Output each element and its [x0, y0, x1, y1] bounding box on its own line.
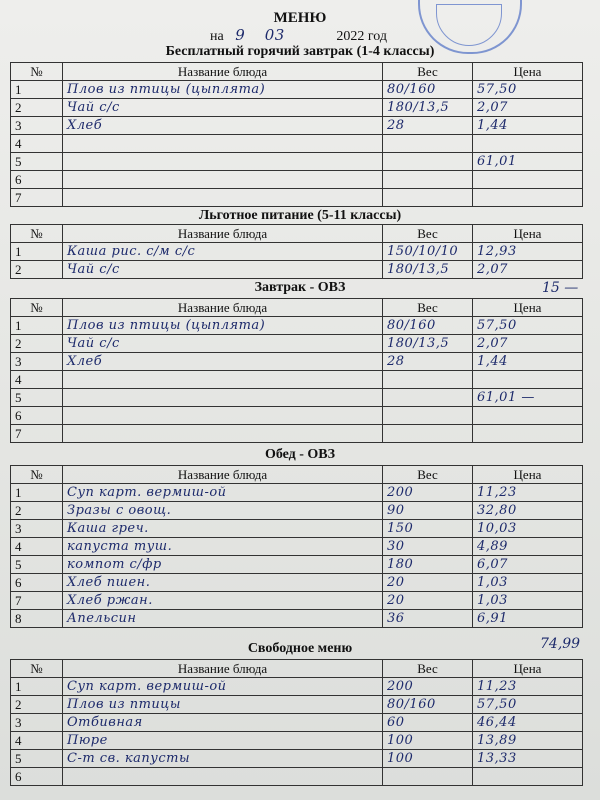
row-number: 2 — [11, 502, 63, 520]
row-number: 6 — [11, 768, 63, 786]
table-breakfast-ovz — [10, 298, 583, 443]
table-lunch-ovz — [10, 465, 583, 628]
dish-name — [63, 153, 383, 171]
dish-name: С-т св. капусты — [63, 750, 383, 768]
dish-weight: 200 — [383, 678, 473, 696]
dish-name: Суп карт. вермиш-ой — [63, 678, 383, 696]
col-price: Цена — [473, 466, 583, 484]
dish-name: Плов из птицы (цыплята) — [63, 81, 383, 99]
row-number: 3 — [11, 520, 63, 538]
section-rows — [11, 81, 583, 207]
dish-name: Хлеб пшен. — [63, 574, 383, 592]
table-row — [11, 317, 583, 335]
dish-price: 2,07 — [473, 99, 583, 117]
row-number: 7 — [11, 425, 63, 443]
dish-weight — [383, 153, 473, 171]
dish-weight: 20 — [383, 592, 473, 610]
table-row — [11, 592, 583, 610]
dish-name — [63, 425, 383, 443]
row-number: 8 — [11, 610, 63, 628]
col-price: Цена — [473, 299, 583, 317]
table-row — [11, 243, 583, 261]
dish-weight — [383, 768, 473, 786]
dish-weight — [383, 389, 473, 407]
row-number: 1 — [11, 484, 63, 502]
dish-name — [63, 407, 383, 425]
dish-price: 57,50 — [473, 317, 583, 335]
col-name: Название блюда — [63, 466, 383, 484]
date-day: 9 — [235, 26, 246, 44]
dish-price: 2,07 — [473, 335, 583, 353]
table-row — [11, 171, 583, 189]
section-rows — [11, 317, 583, 443]
dish-price: 1,44 — [473, 353, 583, 371]
section-title-breakfast-ovz: Завтрак - ОВЗ — [254, 280, 346, 295]
dish-weight — [383, 171, 473, 189]
row-number: 1 — [11, 81, 63, 99]
table-row — [11, 520, 583, 538]
dish-name: компот с/фр — [63, 556, 383, 574]
dish-weight — [383, 407, 473, 425]
dish-weight: 180/13,5 — [383, 261, 473, 279]
col-name: Название блюда — [63, 225, 383, 243]
col-name: Название блюда — [63, 299, 383, 317]
dish-price: 13,89 — [473, 732, 583, 750]
date-year: 2022 год — [336, 29, 387, 44]
col-weight: Вес — [383, 299, 473, 317]
table-row — [11, 353, 583, 371]
dish-price — [473, 135, 583, 153]
handwritten-note-15: 15 — — [542, 280, 579, 296]
dish-name: Каша рис. с/м с/с — [63, 243, 383, 261]
table-row — [11, 153, 583, 171]
dish-name — [63, 371, 383, 389]
col-weight: Вес — [383, 225, 473, 243]
dish-name: Пюре — [63, 732, 383, 750]
table-row — [11, 556, 583, 574]
table-row — [11, 502, 583, 520]
section-rows — [11, 484, 583, 628]
dish-weight: 150 — [383, 520, 473, 538]
dish-price: 57,50 — [473, 696, 583, 714]
row-number: 1 — [11, 317, 63, 335]
row-number: 3 — [11, 714, 63, 732]
dish-name — [63, 171, 383, 189]
table-row — [11, 389, 583, 407]
row-number: 1 — [11, 243, 63, 261]
table-free-menu — [10, 659, 583, 786]
dish-weight: 60 — [383, 714, 473, 732]
row-number: 4 — [11, 538, 63, 556]
table-row — [11, 678, 583, 696]
row-number: 5 — [11, 389, 63, 407]
dish-weight: 28 — [383, 353, 473, 371]
dish-price — [473, 371, 583, 389]
dish-weight: 100 — [383, 750, 473, 768]
table-row — [11, 81, 583, 99]
section-title-subsidized: Льготное питание (5-11 классы) — [198, 208, 402, 223]
dish-name — [63, 768, 383, 786]
table-row — [11, 732, 583, 750]
dish-weight: 200 — [383, 484, 473, 502]
dish-price: 12,93 — [473, 243, 583, 261]
dish-price: 61,01 — — [473, 389, 583, 407]
col-num: № — [11, 299, 63, 317]
dish-price: 11,23 — [473, 484, 583, 502]
dish-weight: 36 — [383, 610, 473, 628]
dish-weight: 180/13,5 — [383, 99, 473, 117]
dish-price: 10,03 — [473, 520, 583, 538]
dish-weight: 80/160 — [383, 81, 473, 99]
dish-weight: 100 — [383, 732, 473, 750]
col-name: Название блюда — [63, 63, 383, 81]
dish-price — [473, 425, 583, 443]
table-header-row — [11, 660, 583, 678]
col-name: Название блюда — [63, 660, 383, 678]
dish-price: 32,80 — [473, 502, 583, 520]
table-row — [11, 425, 583, 443]
dish-weight — [383, 135, 473, 153]
dish-price: 57,50 — [473, 81, 583, 99]
table-row — [11, 407, 583, 425]
row-number: 3 — [11, 117, 63, 135]
date-on-label: на — [210, 29, 224, 44]
dish-name: Каша греч. — [63, 520, 383, 538]
dish-name: Суп карт. вермиш-ой — [63, 484, 383, 502]
dish-price — [473, 189, 583, 207]
dish-price: 4,89 — [473, 538, 583, 556]
table-row — [11, 574, 583, 592]
date-line — [210, 26, 387, 45]
section-title-free-menu: Свободное меню — [247, 641, 353, 656]
table-header-row — [11, 63, 583, 81]
col-weight: Вес — [383, 660, 473, 678]
dish-weight — [383, 189, 473, 207]
col-price: Цена — [473, 660, 583, 678]
dish-price: 11,23 — [473, 678, 583, 696]
dish-weight: 180 — [383, 556, 473, 574]
row-number: 6 — [11, 171, 63, 189]
col-num: № — [11, 63, 63, 81]
row-number: 2 — [11, 335, 63, 353]
row-number: 2 — [11, 261, 63, 279]
dish-weight: 30 — [383, 538, 473, 556]
table-header-row — [11, 299, 583, 317]
col-price: Цена — [473, 225, 583, 243]
date-month: 03 — [264, 26, 285, 44]
table-row — [11, 335, 583, 353]
table-row — [11, 261, 583, 279]
table-free-breakfast — [10, 62, 583, 207]
row-number: 5 — [11, 153, 63, 171]
dish-price: 2,07 — [473, 261, 583, 279]
table-row — [11, 371, 583, 389]
dish-weight — [383, 425, 473, 443]
table-header-row — [11, 466, 583, 484]
row-number: 6 — [11, 574, 63, 592]
dish-name: Чай с/с — [63, 99, 383, 117]
dish-price: 1,03 — [473, 574, 583, 592]
dish-price: 61,01 — [473, 153, 583, 171]
dish-name: Апельсин — [63, 610, 383, 628]
row-number: 7 — [11, 189, 63, 207]
dish-price: 46,44 — [473, 714, 583, 732]
row-number: 2 — [11, 696, 63, 714]
table-row — [11, 538, 583, 556]
row-number: 4 — [11, 732, 63, 750]
col-num: № — [11, 466, 63, 484]
dish-name: капуста туш. — [63, 538, 383, 556]
col-weight: Вес — [383, 63, 473, 81]
row-number: 4 — [11, 371, 63, 389]
table-row — [11, 714, 583, 732]
handwritten-total-lunch: 74,99 — [540, 636, 581, 652]
dish-name — [63, 135, 383, 153]
col-num: № — [11, 660, 63, 678]
row-number: 7 — [11, 592, 63, 610]
col-weight: Вес — [383, 466, 473, 484]
dish-weight: 80/160 — [383, 317, 473, 335]
col-num: № — [11, 225, 63, 243]
row-number: 2 — [11, 99, 63, 117]
dish-name: Плов из птицы (цыплята) — [63, 317, 383, 335]
section-rows — [11, 243, 583, 279]
dish-price: 6,07 — [473, 556, 583, 574]
dish-weight: 20 — [383, 574, 473, 592]
section-rows — [11, 678, 583, 786]
table-row — [11, 117, 583, 135]
table-row — [11, 135, 583, 153]
dish-name — [63, 189, 383, 207]
dish-name: Хлеб — [63, 117, 383, 135]
dish-weight: 90 — [383, 502, 473, 520]
dish-price — [473, 171, 583, 189]
row-number: 1 — [11, 678, 63, 696]
dish-weight — [383, 371, 473, 389]
dish-price — [473, 407, 583, 425]
dish-price: 13,33 — [473, 750, 583, 768]
dish-weight: 80/160 — [383, 696, 473, 714]
dish-price: 6,91 — [473, 610, 583, 628]
dish-price — [473, 768, 583, 786]
col-price: Цена — [473, 63, 583, 81]
dish-name: Чай с/с — [63, 335, 383, 353]
table-row — [11, 750, 583, 768]
table-subsidized — [10, 224, 583, 279]
row-number: 5 — [11, 556, 63, 574]
section-title-free-breakfast: Бесплатный горячий завтрак (1-4 классы) — [165, 44, 435, 59]
table-row — [11, 696, 583, 714]
table-row — [11, 189, 583, 207]
row-number: 6 — [11, 407, 63, 425]
table-row — [11, 484, 583, 502]
dish-weight: 150/10/10 — [383, 243, 473, 261]
dish-name: Чай с/с — [63, 261, 383, 279]
dish-name — [63, 389, 383, 407]
section-title-lunch-ovz: Обед - ОВЗ — [264, 447, 336, 462]
dish-name: Отбивная — [63, 714, 383, 732]
dish-weight: 28 — [383, 117, 473, 135]
table-header-row — [11, 225, 583, 243]
dish-price: 1,03 — [473, 592, 583, 610]
dish-name: Плов из птицы — [63, 696, 383, 714]
table-row — [11, 99, 583, 117]
dish-name: Хлеб — [63, 353, 383, 371]
dish-name: Зразы с овощ. — [63, 502, 383, 520]
table-row — [11, 768, 583, 786]
dish-name: Хлеб ржан. — [63, 592, 383, 610]
dish-weight: 180/13,5 — [383, 335, 473, 353]
row-number: 4 — [11, 135, 63, 153]
dish-price: 1,44 — [473, 117, 583, 135]
row-number: 3 — [11, 353, 63, 371]
table-row — [11, 610, 583, 628]
row-number: 5 — [11, 750, 63, 768]
menu-title: МЕНЮ — [273, 10, 327, 26]
